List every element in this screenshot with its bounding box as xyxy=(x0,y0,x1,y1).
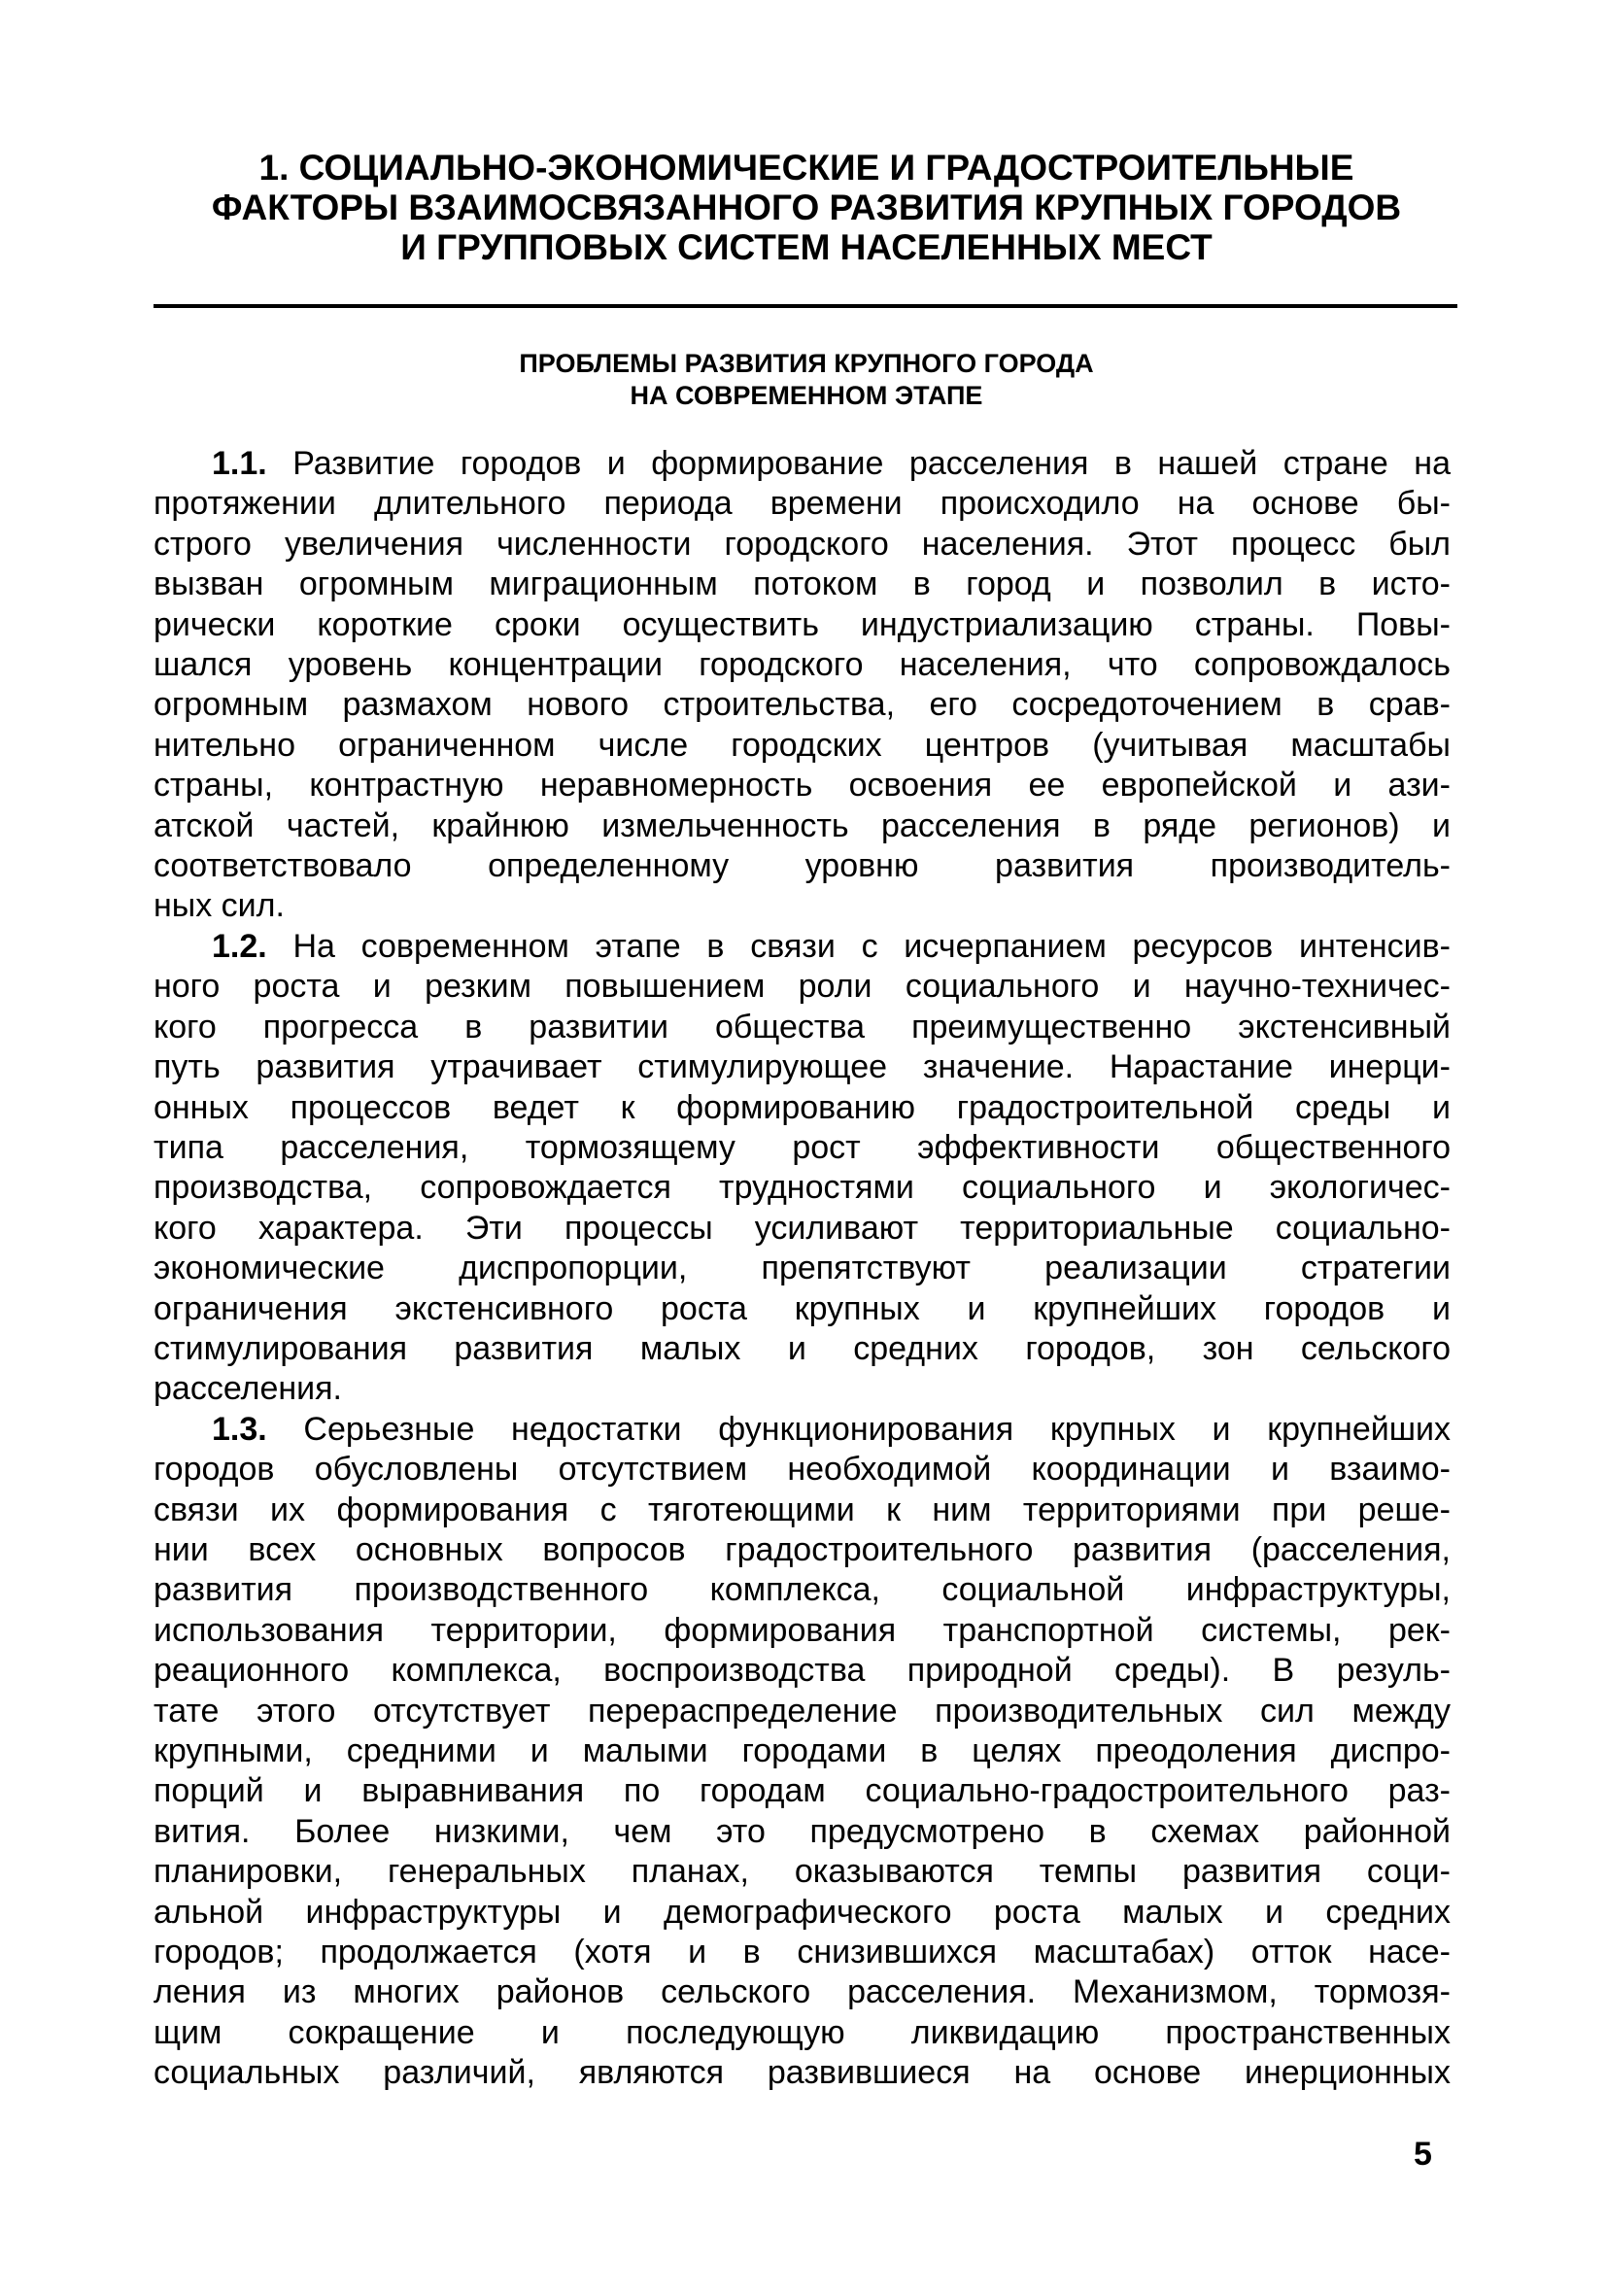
paragraph xyxy=(154,444,1451,927)
text-line xyxy=(154,444,1451,484)
text-line: тате этого отсутствует перераспределение производительных сил между xyxy=(154,1692,1451,1730)
text-line: производства, сопровождается трудностями социального и экологичес- xyxy=(154,1169,1451,1207)
body-text xyxy=(154,444,1451,2094)
text-line xyxy=(154,1410,1451,1450)
text-line: страны, контрастную неравномерность освоения ее европейской и ази- xyxy=(154,767,1451,805)
paragraph-number: 1.2. xyxy=(212,927,267,965)
text-line: шался уровень концентрации городского населения, что сопровождалось xyxy=(154,646,1451,684)
chapter-title-line: ФАКТОРЫ ВЗАИМОСВЯЗАННОГО РАЗВИТИЯ КРУПНЫХ ГОРОДОВ xyxy=(211,188,1402,227)
chapter-title-line: И ГРУППОВЫХ СИСТЕМ НАСЕЛЕННЫХ МЕСТ xyxy=(400,227,1213,267)
text-line: нительно ограниченном числе городских центров (учитывая масштабы xyxy=(154,726,1451,764)
text-line: кого прогресса в развитии общества преимущественно экстенсивный xyxy=(154,1008,1451,1045)
text-line: связи их формирования с тяготеющими к ним территориями при реше- xyxy=(154,1491,1451,1528)
text-line: ных сил. xyxy=(154,887,285,925)
text-line: ного роста и резким повышением роли социального и научно-техничес- xyxy=(154,968,1451,1006)
text-line: городов обусловлены отсутствием необходимой координации и взаимо- xyxy=(154,1451,1451,1489)
text-line: городов; продолжается (хотя и в снизившихся масштабах) отток насе- xyxy=(154,1934,1451,1971)
text-line: крупными, средними и малыми городами в целях преодоления диспро- xyxy=(154,1732,1451,1769)
text-line xyxy=(154,927,1451,967)
title-divider xyxy=(154,304,1457,308)
paragraph xyxy=(154,927,1451,1410)
text-line: щим сокращение и последующую ликвидацию пространственных xyxy=(154,2013,1451,2051)
text-line: кого характера. Эти процессы усиливают территориальные социально- xyxy=(154,1209,1451,1247)
text-line: развития производственного комплекса, социальной инфраструктуры, xyxy=(154,1571,1451,1609)
chapter-title-line: 1. СОЦИАЛЬНО-ЭКОНОМИЧЕСКИЕ И ГРАДОСТРОИТЕЛЬНЫЕ xyxy=(258,148,1354,188)
text-line: атской частей, крайнюю измельченность расселения в ряде регионов) и xyxy=(154,806,1451,844)
line-text: Серьезные недостатки функционирования крупных и крупнейших xyxy=(303,1410,1451,1448)
line-text: На современном этапе в связи с исчерпанием ресурсов интенсив- xyxy=(292,927,1451,965)
section-title-line: НА СОВРЕМЕННОМ ЭТАПЕ xyxy=(630,381,983,410)
text-line: вития. Более низкими, чем это предусмотрено в схемах районной xyxy=(154,1812,1451,1850)
text-line: строго увеличения численности городского населения. Этот процесс был xyxy=(154,525,1451,563)
section-title-line: ПРОБЛЕМЫ РАЗВИТИЯ КРУПНОГО ГОРОДА xyxy=(519,349,1094,378)
text-line: огромным размахом нового строительства, его сосредоточением в срав- xyxy=(154,686,1451,724)
text-line: социальных различий, являются развившиеся на основе инерционных xyxy=(154,2054,1451,2092)
text-line: порций и выравнивания по городам социально-градостроительного раз- xyxy=(154,1772,1451,1810)
paragraph-number: 1.3. xyxy=(212,1410,267,1448)
section-title xyxy=(146,348,1467,412)
text-line: реационного комплекса, воспроизводства природной среды). В резуль- xyxy=(154,1652,1451,1690)
text-line: стимулирования развития малых и средних городов, зон сельского xyxy=(154,1329,1451,1367)
text-line: типа расселения, тормозящему рост эффективности общественного xyxy=(154,1128,1451,1166)
text-line: путь развития утрачивает стимулирующее значение. Нарастание инерци- xyxy=(154,1048,1451,1086)
text-line: планировки, генеральных планах, оказываются темпы развития соци- xyxy=(154,1853,1451,1891)
chapter-title xyxy=(146,148,1467,267)
text-line: онных процессов ведет к формированию градостроительной среды и xyxy=(154,1088,1451,1126)
line-text: Развитие городов и формирование расселения в нашей стране на xyxy=(292,445,1451,482)
text-line: ления из многих районов сельского расселения. Механизмом, тормозя- xyxy=(154,1973,1451,2011)
text-line: экономические диспропорции, препятствуют реализации стратегии xyxy=(154,1250,1451,1287)
text-line: протяжении длительного периода времени происходило на основе бы- xyxy=(154,485,1451,523)
page-number: 5 xyxy=(1414,2136,1432,2173)
text-line: вызван огромным миграционным потоком в город и позволил в исто- xyxy=(154,565,1451,603)
text-line: ограничения экстенсивного роста крупных и крупнейших городов и xyxy=(154,1289,1451,1327)
text-line: использования территории, формирования транспортной системы, рек- xyxy=(154,1611,1451,1649)
paragraph-number: 1.1. xyxy=(212,445,267,482)
text-line: соответствовало определенному уровню развития производитель- xyxy=(154,847,1451,885)
paragraph xyxy=(154,1410,1451,2094)
text-line: расселения. xyxy=(154,1370,342,1408)
text-line: альной инфраструктуры и демографического роста малых и средних xyxy=(154,1893,1451,1931)
text-line: нии всех основных вопросов градостроительного развития (расселения, xyxy=(154,1530,1451,1568)
text-line: рически короткие сроки осуществить индустриализацию страны. Повы- xyxy=(154,605,1451,643)
